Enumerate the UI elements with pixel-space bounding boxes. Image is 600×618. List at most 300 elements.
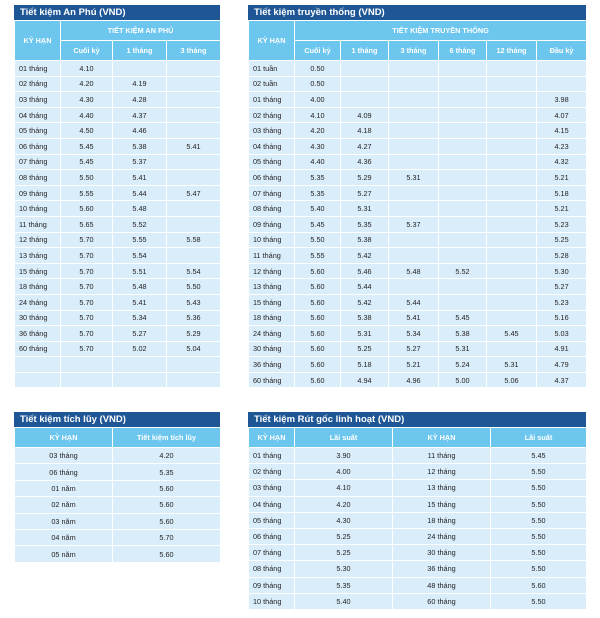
table-cell <box>167 123 221 139</box>
table-cell: 4.36 <box>341 154 389 170</box>
table-cell <box>439 123 487 139</box>
table-cell: 01 tháng <box>15 61 61 77</box>
table-cell: 06 tháng <box>15 138 61 154</box>
table-cell: 10 tháng <box>15 201 61 217</box>
anphu-term-header: KỲ HẠN <box>15 21 61 61</box>
table-cell <box>439 154 487 170</box>
table-cell: 5.25 <box>295 545 393 561</box>
table-cell: 5.54 <box>113 248 167 264</box>
truyenthong-col-header: 3 tháng <box>389 41 439 61</box>
table-cell: 5.27 <box>341 185 389 201</box>
table-cell: 05 năm <box>15 546 113 562</box>
truyenthong-group-header: TIẾT KIỆM TRUYỀN THỐNG <box>295 21 587 41</box>
table-cell <box>113 61 167 77</box>
table-cell <box>487 76 537 92</box>
table-cell <box>487 341 537 357</box>
table-cell: 5.47 <box>167 185 221 201</box>
table-cell: 60 tháng <box>249 372 295 388</box>
table-cell: 5.41 <box>113 170 167 186</box>
table-cell: 4.19 <box>113 76 167 92</box>
table-cell: 5.60 <box>113 497 221 513</box>
table-row <box>249 263 587 279</box>
truyenthong-col-header: Cuối kỳ <box>295 41 341 61</box>
table-cell: 5.48 <box>113 279 167 295</box>
table-cell <box>389 138 439 154</box>
table-cell: 5.60 <box>113 546 221 562</box>
table-cell: 5.18 <box>341 357 389 373</box>
table-cell: 5.30 <box>295 561 393 577</box>
table-cell <box>61 357 113 373</box>
table-cell: 13 tháng <box>393 480 491 496</box>
tichluy-panel <box>14 412 220 563</box>
table-cell: 5.35 <box>295 185 341 201</box>
table-cell: 5.50 <box>491 528 587 544</box>
table-cell <box>389 123 439 139</box>
table-cell: 01 tháng <box>249 92 295 108</box>
table-cell: 5.55 <box>295 248 341 264</box>
table-cell: 36 tháng <box>15 326 61 342</box>
table-row <box>249 201 587 217</box>
table-cell: 5.43 <box>167 294 221 310</box>
table-cell: 5.21 <box>537 170 587 186</box>
table-cell: 24 tháng <box>15 294 61 310</box>
table-cell: 4.46 <box>113 123 167 139</box>
table-row <box>15 201 221 217</box>
table-cell <box>389 154 439 170</box>
table-cell <box>15 372 61 388</box>
table-row <box>15 170 221 186</box>
table-cell: 5.29 <box>341 170 389 186</box>
table-cell: 04 tháng <box>15 107 61 123</box>
table-row <box>249 496 587 512</box>
anphu-group-header: TIẾT KIỆM AN PHÚ <box>61 21 221 41</box>
table-row <box>15 372 221 388</box>
table-cell: 5.55 <box>113 232 167 248</box>
table-cell: 3.90 <box>295 448 393 464</box>
table-row <box>249 577 587 593</box>
table-cell: 06 tháng <box>249 528 295 544</box>
table-cell: 5.60 <box>113 480 221 496</box>
table-cell <box>439 216 487 232</box>
table-cell <box>167 248 221 264</box>
table-cell: 5.31 <box>341 201 389 217</box>
table-cell <box>487 279 537 295</box>
anphu-panel <box>14 5 220 388</box>
table-cell: 5.70 <box>61 294 113 310</box>
table-row <box>249 232 587 248</box>
table-cell: 4.15 <box>537 123 587 139</box>
anphu-title: Tiết kiệm An Phú (VND) <box>14 5 220 20</box>
table-cell: 5.02 <box>113 341 167 357</box>
table-cell: 04 năm <box>15 529 113 545</box>
table-cell <box>167 92 221 108</box>
table-cell: 4.91 <box>537 341 587 357</box>
table-cell <box>439 76 487 92</box>
table-cell: 4.28 <box>113 92 167 108</box>
table-cell: 5.65 <box>61 216 113 232</box>
linhhoat-title: Tiết kiệm Rút gốc linh hoạt (VND) <box>248 412 586 427</box>
table-cell: 5.23 <box>537 294 587 310</box>
table-cell: 4.96 <box>389 372 439 388</box>
table-cell: 4.30 <box>295 138 341 154</box>
table-cell: 5.44 <box>341 279 389 295</box>
table-cell: 03 tháng <box>15 92 61 108</box>
table-cell: 5.38 <box>341 310 389 326</box>
table-cell <box>487 248 537 264</box>
table-cell: 15 tháng <box>393 496 491 512</box>
table-cell: 01 tuần <box>249 61 295 77</box>
table-cell: 5.52 <box>113 216 167 232</box>
table-row <box>15 326 221 342</box>
table-cell <box>439 138 487 154</box>
table-cell: 06 tháng <box>249 170 295 186</box>
table-row <box>15 497 221 513</box>
table-cell: 4.32 <box>537 154 587 170</box>
table-cell: 18 tháng <box>15 279 61 295</box>
linhhoat-col-header: Lãi suất <box>491 428 587 448</box>
table-row <box>15 513 221 529</box>
table-row <box>249 107 587 123</box>
linhhoat-col-header: KỲ HẠN <box>393 428 491 448</box>
table-row <box>15 294 221 310</box>
table-cell: 03 tháng <box>15 448 113 464</box>
table-cell: 4.40 <box>295 154 341 170</box>
table-cell <box>167 170 221 186</box>
table-row <box>249 279 587 295</box>
table-cell: 4.23 <box>537 138 587 154</box>
table-cell: 04 tháng <box>249 138 295 154</box>
table-row <box>249 593 587 609</box>
anphu-col-header: 3 tháng <box>167 41 221 61</box>
table-cell <box>487 138 537 154</box>
table-row <box>15 357 221 373</box>
table-cell: 5.40 <box>295 201 341 217</box>
table-cell: 4.20 <box>113 448 221 464</box>
table-cell: 08 tháng <box>249 561 295 577</box>
truyenthong-col-header: 1 tháng <box>341 41 389 61</box>
table-cell: 09 tháng <box>15 185 61 201</box>
table-cell: 5.41 <box>389 310 439 326</box>
table-cell: 02 tháng <box>249 107 295 123</box>
table-cell: 04 tháng <box>249 496 295 512</box>
table-cell: 5.60 <box>295 310 341 326</box>
table-cell <box>439 92 487 108</box>
table-row <box>249 138 587 154</box>
table-cell: 5.52 <box>439 263 487 279</box>
table-cell <box>167 61 221 77</box>
table-row <box>15 185 221 201</box>
table-cell <box>487 263 537 279</box>
table-row <box>249 310 587 326</box>
table-cell: 5.41 <box>113 294 167 310</box>
table-cell: 5.45 <box>61 138 113 154</box>
table-cell <box>167 216 221 232</box>
table-cell: 5.60 <box>295 279 341 295</box>
table-cell: 5.21 <box>537 201 587 217</box>
table-cell: 5.50 <box>491 512 587 528</box>
table-cell: 5.21 <box>389 357 439 373</box>
table-cell: 03 năm <box>15 513 113 529</box>
table-row <box>15 92 221 108</box>
anphu-col-header: 1 tháng <box>113 41 167 61</box>
table-cell: 5.04 <box>167 341 221 357</box>
anphu-table <box>14 20 221 388</box>
table-cell: 5.00 <box>439 372 487 388</box>
table-row <box>249 341 587 357</box>
table-cell <box>439 170 487 186</box>
table-cell: 5.51 <box>113 263 167 279</box>
table-cell: 4.27 <box>341 138 389 154</box>
table-cell: 03 tháng <box>249 123 295 139</box>
table-cell: 5.29 <box>167 326 221 342</box>
table-cell: 06 tháng <box>15 464 113 480</box>
table-cell: 5.37 <box>113 154 167 170</box>
table-cell: 5.34 <box>389 326 439 342</box>
table-row <box>15 154 221 170</box>
table-cell <box>487 107 537 123</box>
table-cell <box>341 61 389 77</box>
table-row <box>15 123 221 139</box>
table-cell: 5.28 <box>537 248 587 264</box>
table-cell: 5.50 <box>491 496 587 512</box>
table-cell: 4.40 <box>61 107 113 123</box>
table-cell: 5.60 <box>295 263 341 279</box>
table-cell: 24 tháng <box>393 528 491 544</box>
table-row <box>249 92 587 108</box>
table-cell: 4.50 <box>61 123 113 139</box>
table-row <box>249 561 587 577</box>
truyenthong-term-header: KỲ HẠN <box>249 21 295 61</box>
table-cell <box>167 357 221 373</box>
table-cell: 5.55 <box>61 185 113 201</box>
table-cell: 05 tháng <box>15 123 61 139</box>
table-cell: 5.16 <box>537 310 587 326</box>
table-row <box>249 512 587 528</box>
table-cell: 4.07 <box>537 107 587 123</box>
table-cell: 07 tháng <box>15 154 61 170</box>
table-cell: 11 tháng <box>249 248 295 264</box>
table-cell <box>167 372 221 388</box>
table-cell: 4.94 <box>341 372 389 388</box>
table-row <box>15 529 221 545</box>
table-cell: 4.18 <box>341 123 389 139</box>
table-cell: 01 tháng <box>249 448 295 464</box>
table-cell: 30 tháng <box>393 545 491 561</box>
table-cell: 60 tháng <box>15 341 61 357</box>
table-cell <box>439 294 487 310</box>
table-cell: 5.38 <box>113 138 167 154</box>
table-cell: 5.25 <box>537 232 587 248</box>
table-cell: 5.24 <box>439 357 487 373</box>
table-cell: 5.60 <box>295 372 341 388</box>
table-row <box>249 464 587 480</box>
table-row <box>15 263 221 279</box>
table-cell: 02 năm <box>15 497 113 513</box>
table-cell: 5.45 <box>487 326 537 342</box>
table-cell <box>389 279 439 295</box>
table-row <box>15 546 221 562</box>
table-cell: 5.31 <box>439 341 487 357</box>
table-cell: 4.20 <box>61 76 113 92</box>
table-cell <box>487 294 537 310</box>
table-row <box>15 480 221 496</box>
table-cell: 5.50 <box>491 464 587 480</box>
table-cell: 4.30 <box>61 92 113 108</box>
truyenthong-title: Tiết kiệm truyền thống (VND) <box>248 5 586 20</box>
table-cell: 5.70 <box>61 310 113 326</box>
table-cell: 5.70 <box>61 248 113 264</box>
table-cell: 02 tháng <box>249 464 295 480</box>
table-cell <box>487 123 537 139</box>
table-cell: 5.45 <box>61 154 113 170</box>
table-cell <box>389 201 439 217</box>
table-row <box>15 76 221 92</box>
table-cell: 4.20 <box>295 123 341 139</box>
table-cell <box>487 201 537 217</box>
table-row <box>249 326 587 342</box>
table-row <box>249 448 587 464</box>
table-cell <box>439 61 487 77</box>
table-cell <box>439 232 487 248</box>
table-cell: 0.50 <box>295 76 341 92</box>
table-row <box>15 61 221 77</box>
table-cell <box>487 61 537 77</box>
table-cell: 5.44 <box>113 185 167 201</box>
table-cell <box>439 279 487 295</box>
table-cell: 4.30 <box>295 512 393 528</box>
table-row <box>15 464 221 480</box>
table-cell <box>389 76 439 92</box>
table-cell: 5.35 <box>295 170 341 186</box>
linhhoat-col-header: Lãi suất <box>295 428 393 448</box>
table-cell: 5.60 <box>295 357 341 373</box>
table-cell: 18 tháng <box>393 512 491 528</box>
table-cell: 36 tháng <box>393 561 491 577</box>
table-row <box>249 216 587 232</box>
table-cell <box>389 232 439 248</box>
table-cell <box>487 216 537 232</box>
table-cell: 5.40 <box>295 593 393 609</box>
table-cell: 07 tháng <box>249 545 295 561</box>
table-cell <box>15 357 61 373</box>
table-cell: 11 tháng <box>15 216 61 232</box>
table-cell: 12 tháng <box>393 464 491 480</box>
table-cell: 15 tháng <box>249 294 295 310</box>
table-cell: 30 tháng <box>15 310 61 326</box>
table-row <box>15 107 221 123</box>
table-cell: 4.10 <box>295 480 393 496</box>
table-cell: 09 tháng <box>249 216 295 232</box>
table-cell: 01 năm <box>15 480 113 496</box>
table-cell: 30 tháng <box>249 341 295 357</box>
table-cell: 5.58 <box>167 232 221 248</box>
table-cell: 5.45 <box>295 216 341 232</box>
table-cell: 5.38 <box>341 232 389 248</box>
table-cell: 12 tháng <box>249 263 295 279</box>
table-cell: 5.70 <box>61 279 113 295</box>
table-cell <box>113 357 167 373</box>
truyenthong-col-header: 6 tháng <box>439 41 487 61</box>
table-cell: 5.50 <box>167 279 221 295</box>
table-cell: 5.70 <box>61 326 113 342</box>
table-row <box>249 248 587 264</box>
table-row <box>249 480 587 496</box>
table-cell: 5.50 <box>491 480 587 496</box>
table-row <box>249 61 587 77</box>
table-cell <box>113 372 167 388</box>
table-cell: 5.54 <box>167 263 221 279</box>
table-cell: 5.41 <box>167 138 221 154</box>
table-cell: 36 tháng <box>249 357 295 373</box>
table-cell: 5.36 <box>167 310 221 326</box>
table-cell: 4.79 <box>537 357 587 373</box>
table-cell <box>341 92 389 108</box>
table-row <box>15 232 221 248</box>
linhhoat-panel <box>248 412 586 610</box>
linhhoat-table <box>248 427 587 610</box>
table-cell: 48 tháng <box>393 577 491 593</box>
table-cell: 02 tháng <box>15 76 61 92</box>
table-cell: 4.37 <box>537 372 587 388</box>
table-cell: 5.42 <box>341 248 389 264</box>
table-cell: 5.34 <box>113 310 167 326</box>
table-cell: 5.60 <box>295 341 341 357</box>
table-cell <box>389 92 439 108</box>
table-cell: 5.44 <box>389 294 439 310</box>
table-row <box>249 528 587 544</box>
truyenthong-col-header: Đầu kỳ <box>537 41 587 61</box>
table-row <box>249 545 587 561</box>
table-cell: 5.37 <box>389 216 439 232</box>
table-cell: 5.60 <box>61 201 113 217</box>
table-row <box>249 123 587 139</box>
table-cell: 05 tháng <box>249 512 295 528</box>
table-cell: 5.70 <box>61 232 113 248</box>
table-cell: 5.03 <box>537 326 587 342</box>
truyenthong-panel <box>248 5 586 388</box>
table-cell <box>389 61 439 77</box>
table-cell <box>439 185 487 201</box>
table-cell: 5.45 <box>491 448 587 464</box>
table-cell <box>439 107 487 123</box>
table-cell: 3.98 <box>537 92 587 108</box>
table-row <box>249 76 587 92</box>
table-cell: 13 tháng <box>15 248 61 264</box>
truyenthong-col-header: 12 tháng <box>487 41 537 61</box>
table-cell: 5.50 <box>491 545 587 561</box>
table-cell: 5.18 <box>537 185 587 201</box>
table-cell: 5.70 <box>61 263 113 279</box>
table-row <box>249 170 587 186</box>
table-cell: 15 tháng <box>15 263 61 279</box>
table-cell <box>61 372 113 388</box>
table-cell <box>487 154 537 170</box>
table-cell: 5.42 <box>341 294 389 310</box>
table-cell <box>487 232 537 248</box>
table-row <box>249 154 587 170</box>
table-cell <box>341 76 389 92</box>
table-cell: 4.00 <box>295 464 393 480</box>
table-cell: 5.27 <box>113 326 167 342</box>
table-cell: 5.70 <box>113 529 221 545</box>
anphu-col-header: Cuối kỳ <box>61 41 113 61</box>
table-cell: 18 tháng <box>249 310 295 326</box>
truyenthong-table <box>248 20 587 388</box>
table-cell: 11 tháng <box>393 448 491 464</box>
table-cell <box>487 92 537 108</box>
table-cell: 24 tháng <box>249 326 295 342</box>
table-cell: 5.70 <box>61 341 113 357</box>
